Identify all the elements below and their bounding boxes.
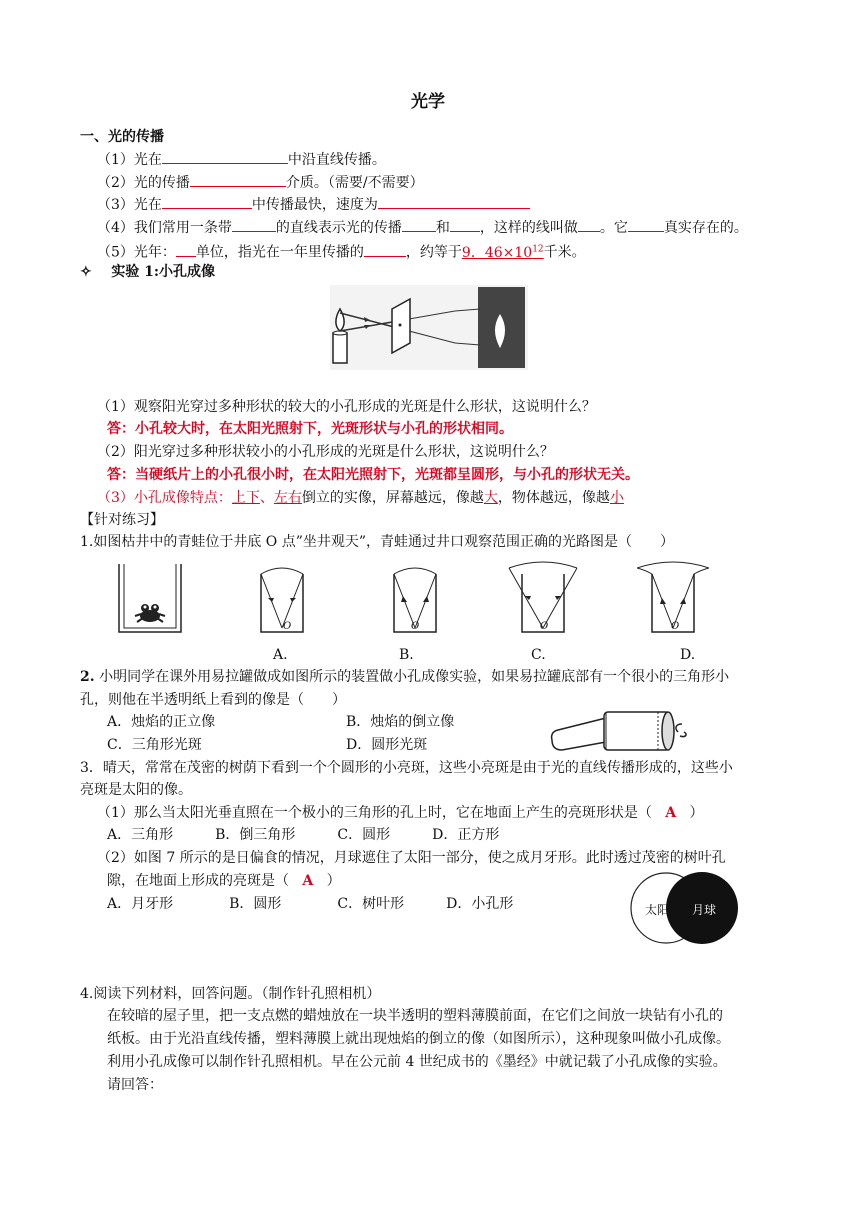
point-o-label: O [540,621,549,632]
practice-question-3-2: （2）如图 7 所示的是日偏食的情况，月球遮住了太阳一部分，使之成月牙形。此时透过茂密的树叶孔 [97,850,726,866]
answer: A [665,805,677,821]
experiment-answer-2: 答：当硬纸片上的小孔很小时，在太阳光照射下，光斑都呈圆形，与小孔的形状无关。 [107,467,639,483]
answer-blank[interactable] [162,194,252,209]
answer-blank[interactable] [578,217,600,232]
can-icon [604,712,670,750]
option-c[interactable]: C．三角形光斑 [107,737,202,753]
answer-blank[interactable] [364,242,406,257]
light-year-value: 9．$46\times 10^{12}$ [461,244,544,261]
option-b[interactable]: B．烛焰的倒立像 [346,714,455,730]
answer-blank[interactable] [190,172,286,187]
answer-blank[interactable] [162,149,288,164]
pinhole-experiment-figure [330,285,528,370]
answer-blank[interactable] [232,217,276,232]
practice-heading: 【针对练习】 [80,512,164,528]
option-a-label[interactable]: A. [273,647,288,663]
practice-question-3-1: （1）那么当太阳光垂直照在一个极小的三角形的孔上时，它在地面上产生的亮斑形状是（ A ） [97,805,704,821]
diamond-icon: ✧ [80,264,92,280]
practice-question-1: 1.如图枯井中的青蛙位于井底 O 点”坐井观天”，青蛙通过井口观察范围正确的光路图是（ ） [80,534,675,550]
point-o-label: O [283,621,292,632]
experiment-question-2: （2）阳光穿过多种形状较小的小孔形成的光斑是什么形状，这说明什么？ [97,444,554,460]
answer: A [302,873,314,889]
point-o-label: O [671,621,680,632]
option-c-label[interactable]: C. [531,647,546,663]
experiment-question-1: （1）观察阳光穿过多种形状的较大的小孔形成的光斑是什么形状，这说明什么？ [97,399,596,415]
answer-blank[interactable] [176,242,196,257]
frog-icon [135,604,165,622]
reading-paragraph: 纸板。由于光沿直线传播，塑料薄膜上就出现烛焰的倒立的像（如图所示），这种现象叫做小孔成像。 [107,1031,730,1047]
question-1-1: （1）光在 中沿直线传播。 [97,149,386,170]
option-d-label[interactable]: D. [680,647,696,663]
candle-flame-icon [676,724,686,737]
practice-question-3-2-options[interactable]: A．月牙形 B．圆形 C．树叶形 D．小孔形 [107,896,514,912]
experiment-heading: ✧ 实验 1:小孔成像 [80,264,216,280]
reading-paragraph: 请回答： [107,1077,163,1093]
experiment-answer-1: 答：小孔较大时，在太阳光照射下，光斑形状与小孔的形状相同。 [107,421,513,437]
practice-question-3-1-options[interactable]: A．三角形 B．倒三角形 C．圆形 D．正方形 [107,827,500,843]
option-d[interactable]: D．圆形光斑 [346,737,428,753]
practice-question-2-line2: 孔，则他在半透明纸上看到的像是（ ） [80,692,346,708]
section-heading: 一、光的传播 [80,129,164,145]
paper-cone [552,718,606,750]
practice-question-3: 3．晴天，常常在茂密的树荫下看到一个个圆形的小亮斑，这些小亮斑是由于光的直线传播形成的，这些小 [80,760,733,776]
practice-question-4: 4.阅读下列材料，回答问题。（制作针孔照相机） [80,986,381,1002]
reading-paragraph: 在较暗的屋子里，把一支点燃的蜡烛放在一块半透明的塑料薄膜前面，在它们之间放一块钻有小孔的 [107,1008,723,1024]
practice-question-3-line2: 亮斑是太阳的像。 [80,782,192,798]
page-title: 光学 [411,92,445,112]
option-a[interactable]: A．烛焰的正立像 [107,714,216,730]
answer-blank[interactable] [450,217,480,232]
question-1-4: （4）我们常用一条带 的直线表示光的传播 和 ，这样的线叫做 。它 真实存在的。 [97,217,748,238]
answer-blank[interactable] [628,217,664,232]
practice-question-2: 2. 小明同学在课外用易拉罐做成如图所示的装置做小孔成像实验，如果易拉罐底部有一个很小的三角形小 [80,669,730,685]
point-o-label: O [411,621,420,632]
answer-blank[interactable] [402,217,436,232]
reading-paragraph: 利用小孔成像可以制作针孔照相机。早在公元前 4 世纪成书的《墨经》中就记载了小孔成像的实验。 [107,1054,727,1070]
question-1-2: （2）光的传播 介质。（需要/不需要） [97,172,424,193]
candle-icon [333,333,347,363]
experiment-question-3: （3）小孔成像特点：上下、左右倒立的实像，屏幕越远，像越大，物体越远，像越小 [97,490,624,506]
sun-label: 太阳 [645,903,670,917]
question-1-5: （5）光年： 单位，指光在一年里传播的 ，约等于9．$46\times 10^{12}$千米。 [97,239,586,263]
option-b-label[interactable]: B. [399,647,414,663]
well-frog-figure [115,560,185,636]
question-1-3: （3）光在 中传播最快，速度为 [97,194,530,215]
practice-question-3-2-line2: 隙，在地面上形成的亮斑是（ A ） [107,873,341,889]
can-pinhole-figure [548,706,690,754]
answer-blank[interactable] [378,194,530,209]
option-a-diagram [246,560,318,636]
moon-label: 月球 [692,903,717,917]
